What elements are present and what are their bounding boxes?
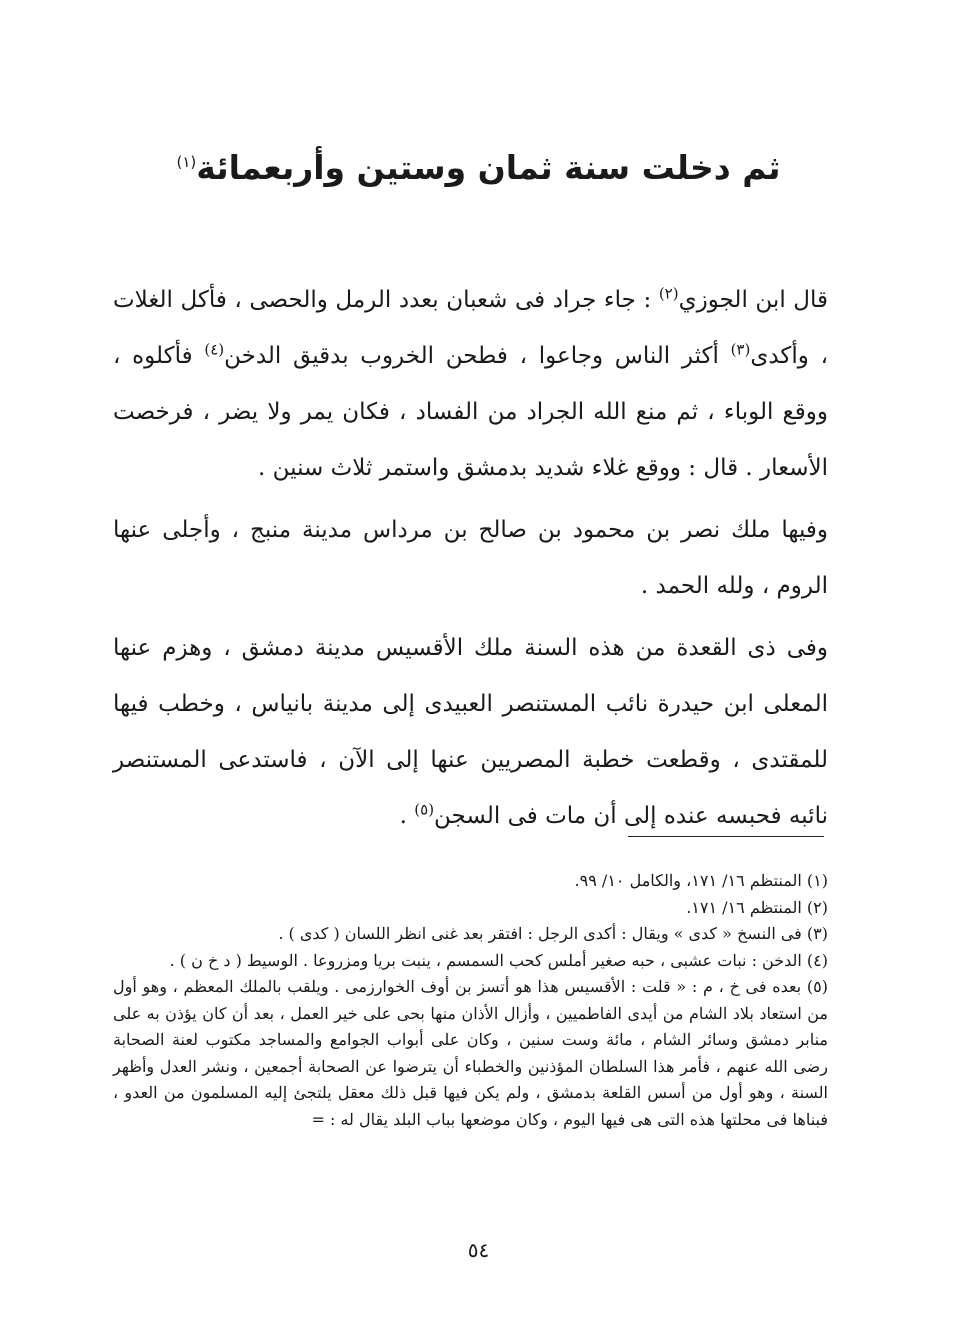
chapter-title-text: ثم دخلت سنة ثمان وستين وأربعمائة [196,148,781,187]
paragraph-text: . [399,803,415,829]
footnotes [113,868,828,1133]
paragraph-text: وفيها ملك نصر بن محمود بن صالح بن مرداس مدينة منبج ، وأجلى عنها الروم ، ولله الحمد . [113,517,828,599]
footnote-ref-2[interactable]: (٢) [658,284,679,303]
paragraph-text: قال ابن الجوزي [678,287,828,313]
footnote-ref-3[interactable]: (٣) [730,340,751,359]
footnote-ref-5[interactable]: (٥) [414,800,435,819]
paragraph-damascus [113,620,828,844]
body-text [113,272,828,850]
footnote-divider [628,836,824,837]
chapter-title [120,138,837,198]
paragraph-manbij [113,502,828,614]
footnote-2: (٢) المنتظم ١٦/ ١٧١. [686,897,828,917]
paragraph-text: : جاء جراد فى شعبان بعدد الرمل والحصى ، فأكل الغلات ، وأكدى [113,287,828,369]
paragraph-text: وفى ذى القعدة من هذه السنة ملك الأقسيس مدينة دمشق ، وهزم عنها المعلى ابن حيدرة نائب المستنصر العبيدى إلى مدينة بانياس ، وخطب فيها للمقتدى ، وقطعت خطبة المصريين عنها إلى الآن ، فاستدعى المستنصر نائبه فحبسه عنده إلى أن مات فى السجن [113,635,828,829]
page-number: ٥٤ [467,1238,490,1262]
paragraph-text: فأكلوه ، ووقع الوباء ، ثم منع الله الجراد من الفساد ، فكان يمر ولا يضر ، فرخصت الأسعار . قال : ووقع غلاء شديد بدمشق واستمر ثلاث سنين . [113,343,828,481]
footnote-ref-4[interactable]: (٤) [204,340,225,359]
title-footnote-ref[interactable]: (١) [176,153,197,171]
paragraph-text: أكثر الناس وجاعوا ، فطحن الخروب بدقيق الدخن [224,343,731,369]
footnote-5: (٥) بعده فى خ ، م : « قلت : الأقسيس هذا هو أتسز بن أوف الخوارزمى . ويلقب بالملك المعظم ، وهو أول من استعاد بلاد الشام من أيدى الفاطميين ، وأزال الأذان منها بحى على خير العمل ، بعد أن كان يؤذن به على منابر دمشق وسائر الشام ، مائة وست سنين ، وكان على أبواب الجوامع والمساجد مكتوب لعنة الصحابة رضى الله عنهم ، فأمر هذا السلطان المؤذنين والخطباء أن يترضوا عن الصحابة أجمعين ، ونشر العدل وأظهر السنة ، وهو أول من أسس القلعة بدمشق ، ولم يكن فيها قبل ذلك معقل يلتجئ إليه المسلمون من العدو ، فبناها فى محلتها هذه التى هى فيها اليوم ، وكان موضعها بباب البلد يقال له : = [113,977,828,1129]
paragraph-locusts [113,272,828,496]
footnote-1: (١) المنتظم ١٦/ ١٧١، والكامل ١٠/ ٩٩. [574,871,828,890]
footnote-4: (٤) الدخن : نبات عشبى ، حبه صغير أملس كحب السمسم ، ينبت بريا ومزروعا . الوسيط ( د خ ن ) . [169,950,828,970]
footnote-3: (٣) فى النسخ « كدى » ويقال : أكدى الرجل : افتقر بعد غنى انظر اللسان ( كدى ) . [278,924,828,943]
